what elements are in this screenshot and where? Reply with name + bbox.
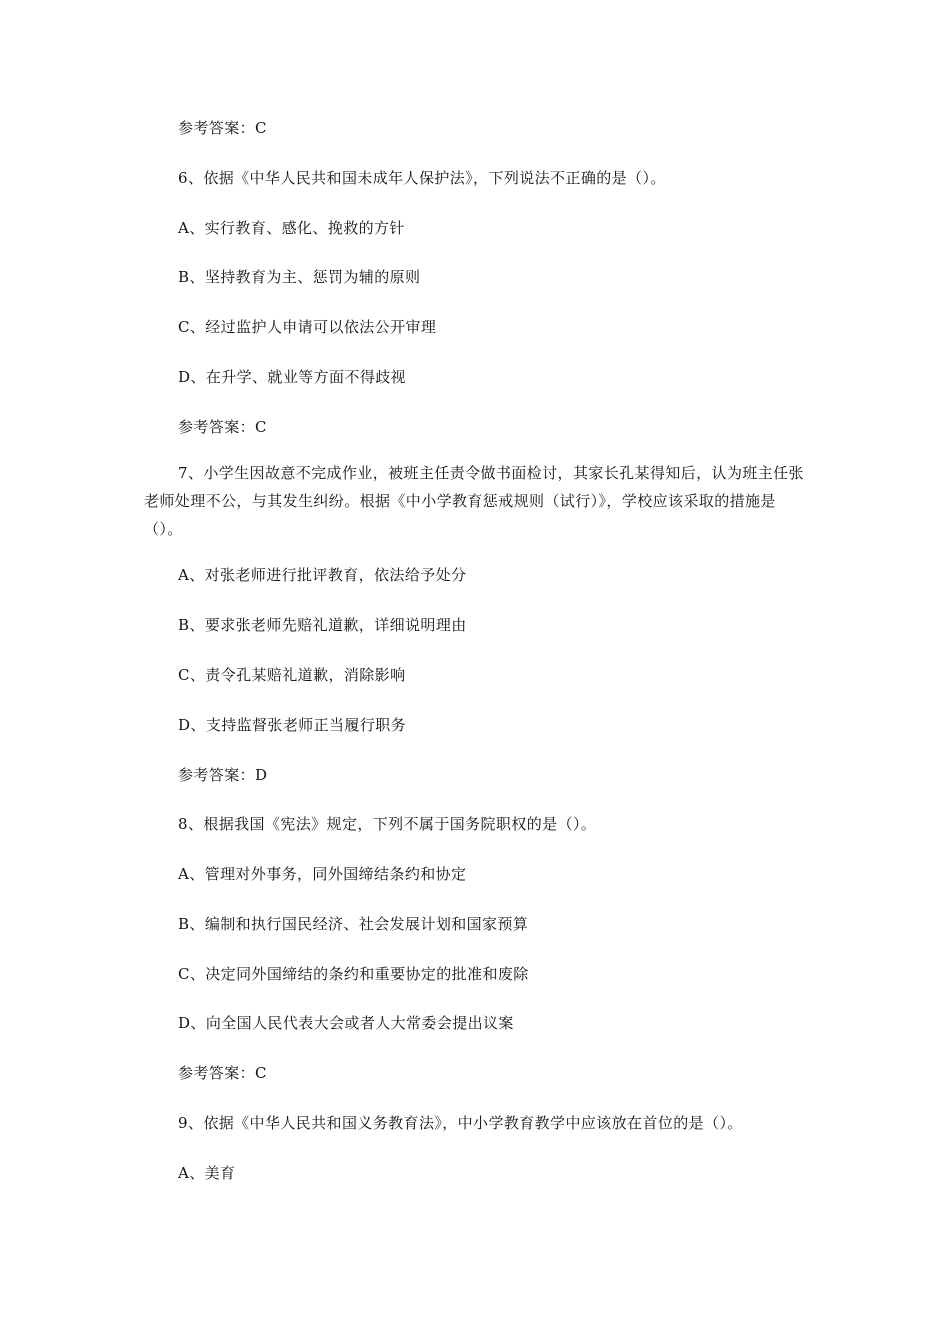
answer-line-q5: 参考答案：C (178, 119, 267, 137)
option-c-q8: C、决定同外国缔结的条约和重要协定的批准和废除 (178, 965, 529, 983)
option-c-q6: C、经过监护人申请可以依法公开审理 (178, 318, 437, 336)
option-b-q6: B、坚持教育为主、惩罚为辅的原则 (178, 268, 421, 286)
question-9: 9、依据《中华人民共和国义务教育法》，中小学教育教学中应该放在首位的是（）。 (178, 1114, 743, 1132)
option-d-q7: D、支持监督张老师正当履行职务 (178, 716, 407, 734)
question-7: 7、小学生因故意不完成作业，被班主任责令做书面检讨，其家长孔某得知后，认为班主任张老师处理不公，与其发生纠纷。根据《中小学教育惩戒规则（试行）》，学校应该采取的措施是（）。 (144, 464, 804, 538)
option-a-q9: A、美育 (178, 1164, 236, 1182)
question-6: 6、依据《中华人民共和国未成年人保护法》，下列说法不正确的是（）。 (178, 169, 666, 187)
option-b-q8: B、编制和执行国民经济、社会发展计划和国家预算 (178, 915, 529, 933)
question-8: 8、根据我国《宪法》规定，下列不属于国务院职权的是（）。 (178, 815, 597, 833)
option-a-q6: A、实行教育、感化、挽救的方针 (178, 219, 405, 237)
answer-line-q8: 参考答案：C (178, 1064, 267, 1082)
option-c-q7: C、责令孔某赔礼道歉，消除影响 (178, 666, 406, 684)
option-d-q8: D、向全国人民代表大会或者人大常委会提出议案 (178, 1014, 514, 1032)
answer-line-q7: 参考答案：D (178, 766, 268, 784)
option-a-q8: A、管理对外事务，同外国缔结条约和协定 (178, 865, 467, 883)
option-b-q7: B、要求张老师先赔礼道歉，详细说明理由 (178, 616, 467, 634)
option-d-q6: D、在升学、就业等方面不得歧视 (178, 368, 407, 386)
answer-line-q6: 参考答案：C (178, 418, 267, 436)
option-a-q7: A、对张老师进行批评教育，依法给予处分 (178, 566, 467, 584)
